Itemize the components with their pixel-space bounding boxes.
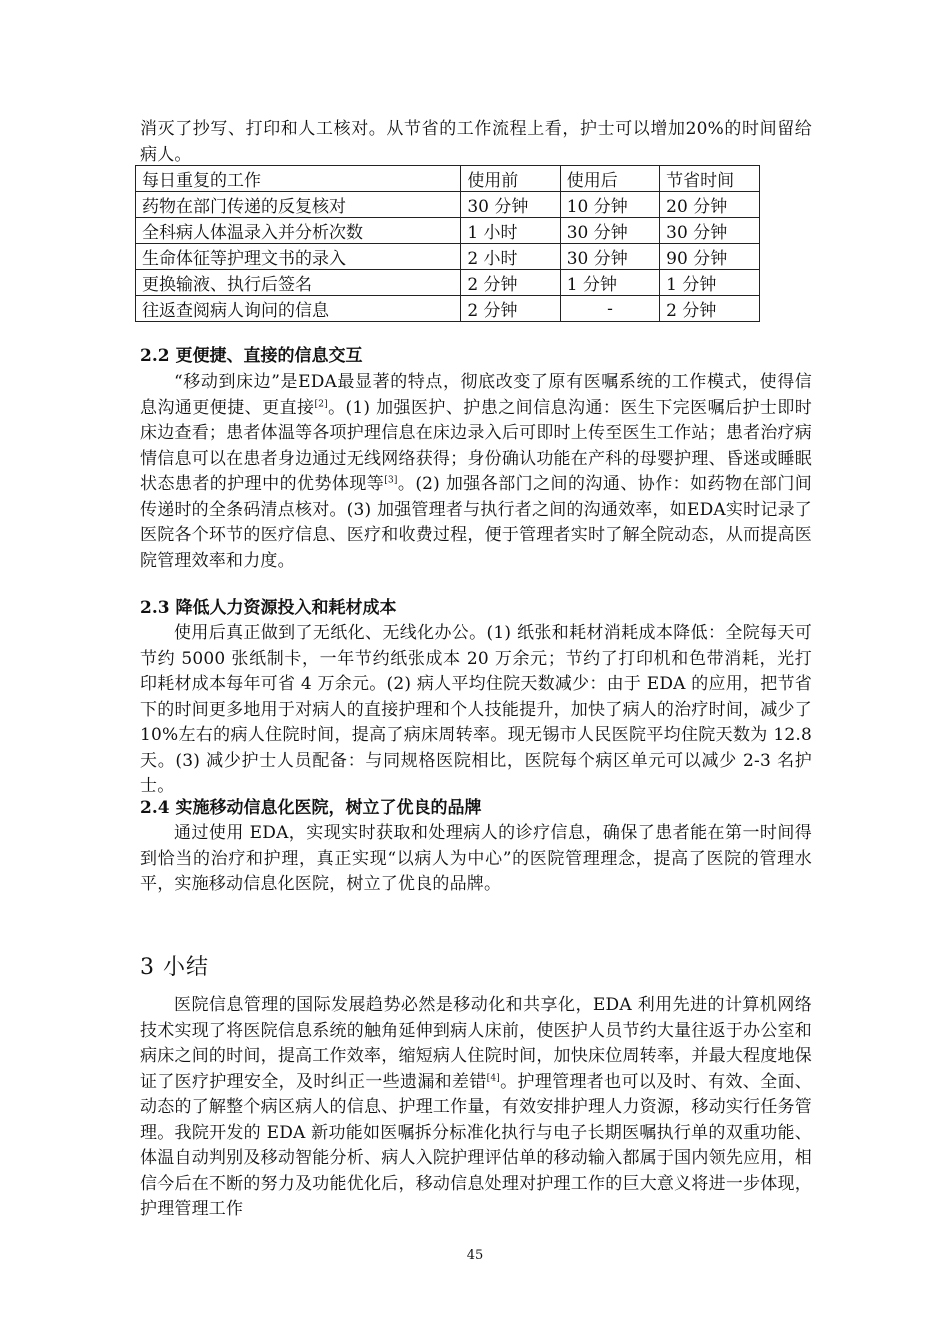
table-cell: 更换输液、执行后签名 [136, 270, 461, 296]
citation-ref: [3] [384, 475, 398, 486]
citation-ref: [4] [486, 1072, 501, 1083]
table-cell: 往返查阅病人询问的信息 [136, 296, 461, 322]
citation-ref: [2] [314, 398, 328, 409]
table-cell: 2 分钟 [461, 296, 560, 322]
paragraph-text: 。(2) 加强各部门之间的沟通、协作：如药物在部门间传递时的全条码清点核对。(3) 加强管理者与执行者之间的沟通效率，如EDA实时记录了医院各个环节的医疗信息、医疗和收费过程，便于管理者实时了解全院动态，从而提高医院管理效率和力度。 [140, 474, 812, 571]
table-header-cell: 节省时间 [660, 166, 760, 192]
table-cell: - [560, 296, 659, 322]
table-header-row [136, 166, 760, 192]
table-cell: 1 分钟 [660, 270, 760, 296]
table-row [136, 192, 760, 218]
section-heading-2-4: 2.4 实施移动信息化医院，树立了优良的品牌 [140, 798, 482, 818]
table-cell: 1 分钟 [560, 270, 659, 296]
page-number: 45 [466, 1248, 484, 1263]
paragraph-text: “移动到床边”是EDA最显著的特点，彻底改变了原有医嘱系统的工作模式，使得信息沟通更便捷、更直接 [140, 372, 812, 418]
paragraph-text: 。护理管理者也可以及时、有效、全面、动态的了解整个病区病人的信息、护理工作量，有效安排护理人力资源，移动实行任务管理。我院开发的 EDA 新功能如医嘱拆分标准化执行与电子长期医嘱执行单的双重功能、体温自动判别及移动智能分析、病人入院护理评估单的移动输入都属于国内领先应用，相信今后在不断的努力及功能优化后，移动信息处理对护理工作的巨大意义将进一步体现，护理管理工作 [140, 1071, 812, 1219]
table-cell: 30 分钟 [461, 192, 560, 218]
table-cell: 20 分钟 [660, 192, 760, 218]
table-row [136, 244, 760, 270]
table-row [136, 218, 760, 244]
table-cell: 2 小时 [461, 244, 560, 270]
table-header-cell: 使用前 [461, 166, 560, 192]
paragraph-text: 医院信息管理的国际发展趋势必然是移动化和共享化，EDA 利用先进的计算机网络技术实现了将医院信息系统的触角延伸到病人床前，使医护人员节约大量往返于办公室和病床之间的时间，提高工作效率，缩短病人住院时间，加快床位周转率，并最大程度地保证了医疗护理安全，及时纠正一些遗漏和差错 [140, 995, 812, 1092]
table-row [136, 270, 760, 296]
table-cell: 10 分钟 [560, 192, 659, 218]
table-cell: 全科病人体温录入并分析次数 [136, 218, 461, 244]
section-2-3-paragraph: 使用后真正做到了无纸化、无线化办公。(1) 纸张和耗材消耗成本降低：全院每天可节约 5000 张纸制卡，一年节约纸张成本 20 万余元；节约了打印机和色带消耗，光打印耗材成本每年可省 4 万余元。(2) 病人平均住院天数减少：由于 EDA 的应用，把节省下的时间更多地用于对病人的直接护理和个人技能提升，加快了病人的治疗时间，减少了 10%左右的病人住院时间，提高了病床周转率。现无锡市人民医院平均住院天数为 12.8 天。(3) 减少护士人员配备：与同规格医院相比，医院每个病区单元可以减少 2-3 名护士。 [140, 623, 812, 796]
table-header-cell: 使用后 [560, 166, 659, 192]
intro-paragraph: 消灭了抄写、打印和人工核对。从节省的工作流程上看，护士可以增加20%的时间留给病人。 [140, 119, 812, 165]
table-cell: 生命体征等护理文书的录入 [136, 244, 461, 270]
paragraph-text: 。(1) 加强医护、护患之间信息沟通：医生下完医嘱后护士即时床边查看；患者体温等各项护理信息在床边录入后可即时上传至医生工作站；患者治疗病情信息可以在患者身边通过无线网络获得；身份确认功能在产科的母婴护理、昏迷或睡眠状态患者的护理中的优势体现等 [140, 397, 813, 494]
section-heading-3: 3 小结 [140, 955, 209, 980]
table-cell: 30 分钟 [560, 218, 659, 244]
table-cell: 30 分钟 [560, 244, 659, 270]
table-header-cell: 每日重复的工作 [136, 166, 461, 192]
table-cell: 药物在部门传递的反复核对 [136, 192, 461, 218]
table-row [136, 296, 760, 322]
section-heading-2-2: 2.2 更便捷、直接的信息交互 [140, 346, 363, 366]
table-cell: 2 分钟 [660, 296, 760, 322]
table-cell: 1 小时 [461, 218, 560, 244]
table-cell: 30 分钟 [660, 218, 760, 244]
section-3-paragraph [140, 993, 812, 1223]
time-savings-table [135, 165, 760, 322]
table-cell: 90 分钟 [660, 244, 760, 270]
section-2-4-paragraph: 通过使用 EDA，实现实时获取和处理病人的诊疗信息，确保了患者能在第一时间得到恰当的治疗和护理，真正实现“以病人为中心”的医院管理理念，提高了医院的管理水平，实施移动信息化医院，树立了优良的品牌。 [140, 823, 812, 894]
section-heading-2-3: 2.3 降低人力资源投入和耗材成本 [140, 598, 397, 618]
section-2-2-paragraph [140, 370, 812, 574]
table-cell: 2 分钟 [461, 270, 560, 296]
